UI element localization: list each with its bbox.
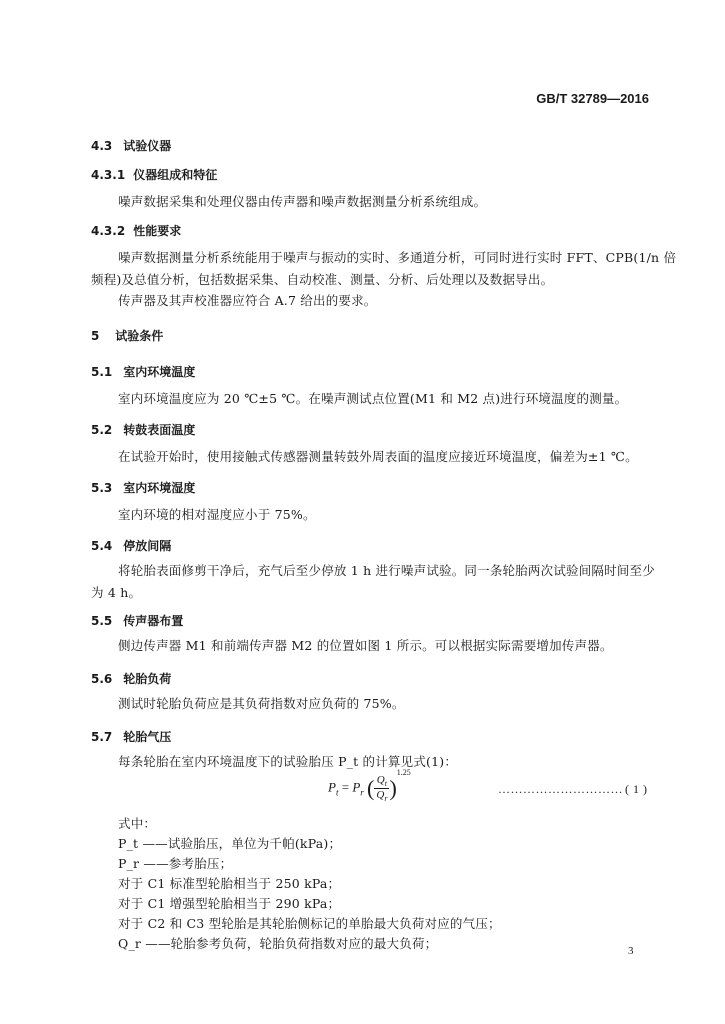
definition-line: 对于 C1 增强型轮胎相当于 290 kPa； bbox=[118, 896, 341, 911]
formula-lhs-sub: t bbox=[335, 787, 339, 798]
heading-title: 试验条件 bbox=[115, 329, 164, 343]
formula-leader-dots: ………………………… bbox=[498, 782, 623, 796]
heading-title: 轮胎负荷 bbox=[123, 672, 172, 686]
formula-den-sub: r bbox=[384, 794, 388, 804]
where-label: 式中： bbox=[118, 816, 157, 831]
paragraph-4-3-2-line1: 噪声数据测量分析系统能用于噪声与振动的实时、多通道分析，可同时进行实时 FFT、CPB(1/n 倍 bbox=[118, 250, 677, 265]
paragraph-5-5: 侧边传声器 M1 和前端传声器 M2 的位置如图 1 所示。可以根据实际需要增加传声器。 bbox=[118, 638, 613, 653]
heading-5 bbox=[91, 327, 163, 344]
heading-5-4 bbox=[91, 537, 171, 554]
page-number: 3 bbox=[628, 945, 634, 957]
paragraph-5-3: 室内环境的相对湿度应小于 75%。 bbox=[118, 507, 316, 522]
heading-title: 传声器布置 bbox=[123, 614, 184, 628]
formula-close-paren: ) bbox=[389, 775, 397, 801]
paragraph-5-4-line1: 将轮胎表面修剪干净后，充气后至少停放 1 h 进行噪声试验。同一条轮胎两次试验间隔时间至少 bbox=[118, 563, 655, 578]
paragraph-5-1: 室内环境温度应为 20 ℃±5 ℃。在噪声测试点位置(M1 和 M2 点)进行环境温度的测量。 bbox=[118, 391, 628, 406]
formula-den-symbol: Q bbox=[376, 789, 385, 802]
heading-number: 4.3 bbox=[91, 139, 113, 153]
definition-line: 对于 C1 标准型轮胎相当于 250 kPa； bbox=[118, 876, 341, 891]
heading-number: 5.3 bbox=[91, 481, 113, 495]
definition-line: P_t ——试验胎压，单位为千帕(kPa)； bbox=[118, 836, 342, 851]
definition-line: Q_r ——轮胎参考负荷，轮胎负荷指数对应的最大负荷； bbox=[118, 936, 438, 951]
heading-4-3-1 bbox=[91, 166, 217, 183]
paragraph-5-2: 在试验开始时，使用接触式传感器测量转鼓外周表面的温度应接近环境温度，偏差为±1 ℃。 bbox=[118, 449, 638, 464]
formula-exponent: 1.25 bbox=[396, 768, 411, 777]
formula-equals: = bbox=[341, 779, 350, 795]
heading-number: 5.5 bbox=[91, 614, 113, 628]
formula-num-sub: t bbox=[384, 779, 387, 789]
heading-number: 5.2 bbox=[91, 423, 113, 437]
formula-number: ( 1 ) bbox=[625, 782, 648, 796]
heading-number: 5.6 bbox=[91, 672, 113, 686]
heading-title: 仪器组成和特征 bbox=[133, 168, 218, 182]
definition-line: 对于 C2 和 C3 型轮胎是其轮胎侧标记的单胎最大负荷对应的气压； bbox=[118, 916, 501, 931]
heading-number: 4.3.2 bbox=[91, 224, 126, 238]
heading-5-6 bbox=[91, 670, 171, 687]
heading-number: 5.1 bbox=[91, 365, 113, 379]
formula-rhs: P bbox=[352, 779, 361, 795]
heading-title: 室内环境温度 bbox=[123, 365, 196, 379]
heading-title: 转鼓表面温度 bbox=[123, 423, 196, 437]
paragraph-5-7-intro: 每条轮胎在室内环境温度下的试验胎压 P_t 的计算见式(1)： bbox=[118, 754, 458, 769]
heading-number: 5.7 bbox=[91, 730, 113, 744]
heading-title: 轮胎气压 bbox=[123, 730, 172, 744]
heading-5-5 bbox=[91, 612, 183, 629]
paragraph-4-3-2-line3: 传声器及其声校准器应符合 A.7 给出的要求。 bbox=[118, 293, 377, 308]
heading-5-3 bbox=[91, 479, 195, 496]
paragraph-5-6: 测试时轮胎负荷应是其负荷指数对应负荷的 75%。 bbox=[118, 696, 405, 711]
definition-line: P_r ——参考胎压； bbox=[118, 856, 233, 871]
heading-5-7 bbox=[91, 728, 171, 745]
formula-fraction bbox=[374, 774, 389, 803]
paragraph-5-4-line2: 为 4 h。 bbox=[91, 585, 142, 600]
formula-num-symbol: Q bbox=[376, 774, 385, 786]
formula-open-paren: ( bbox=[367, 775, 375, 801]
formula-rhs-sub: r bbox=[360, 787, 364, 798]
paragraph-4-3-1: 噪声数据采集和处理仪器由传声器和噪声数据测量分析系统组成。 bbox=[118, 194, 487, 209]
formula-denominator bbox=[374, 789, 389, 803]
formula-1 bbox=[328, 768, 411, 804]
heading-4-3-2 bbox=[91, 222, 181, 239]
heading-number: 5 bbox=[91, 329, 100, 343]
heading-title: 试验仪器 bbox=[123, 139, 172, 153]
heading-title: 停放间隔 bbox=[123, 539, 172, 553]
heading-5-2 bbox=[91, 421, 195, 438]
heading-5-1 bbox=[91, 363, 195, 380]
heading-4-3 bbox=[91, 137, 171, 154]
formula-lhs: P bbox=[328, 779, 336, 795]
formula-numerator bbox=[374, 774, 389, 789]
heading-title: 性能要求 bbox=[133, 224, 182, 238]
heading-number: 4.3.1 bbox=[91, 168, 126, 182]
heading-number: 5.4 bbox=[91, 539, 113, 553]
standard-number: GB/T 32789—2016 bbox=[536, 91, 649, 106]
heading-title: 室内环境湿度 bbox=[123, 481, 196, 495]
paragraph-4-3-2-line2: 频程)及总值分析，包括数据采集、自动校准、测量、分析、后处理以及数据导出。 bbox=[91, 272, 554, 287]
